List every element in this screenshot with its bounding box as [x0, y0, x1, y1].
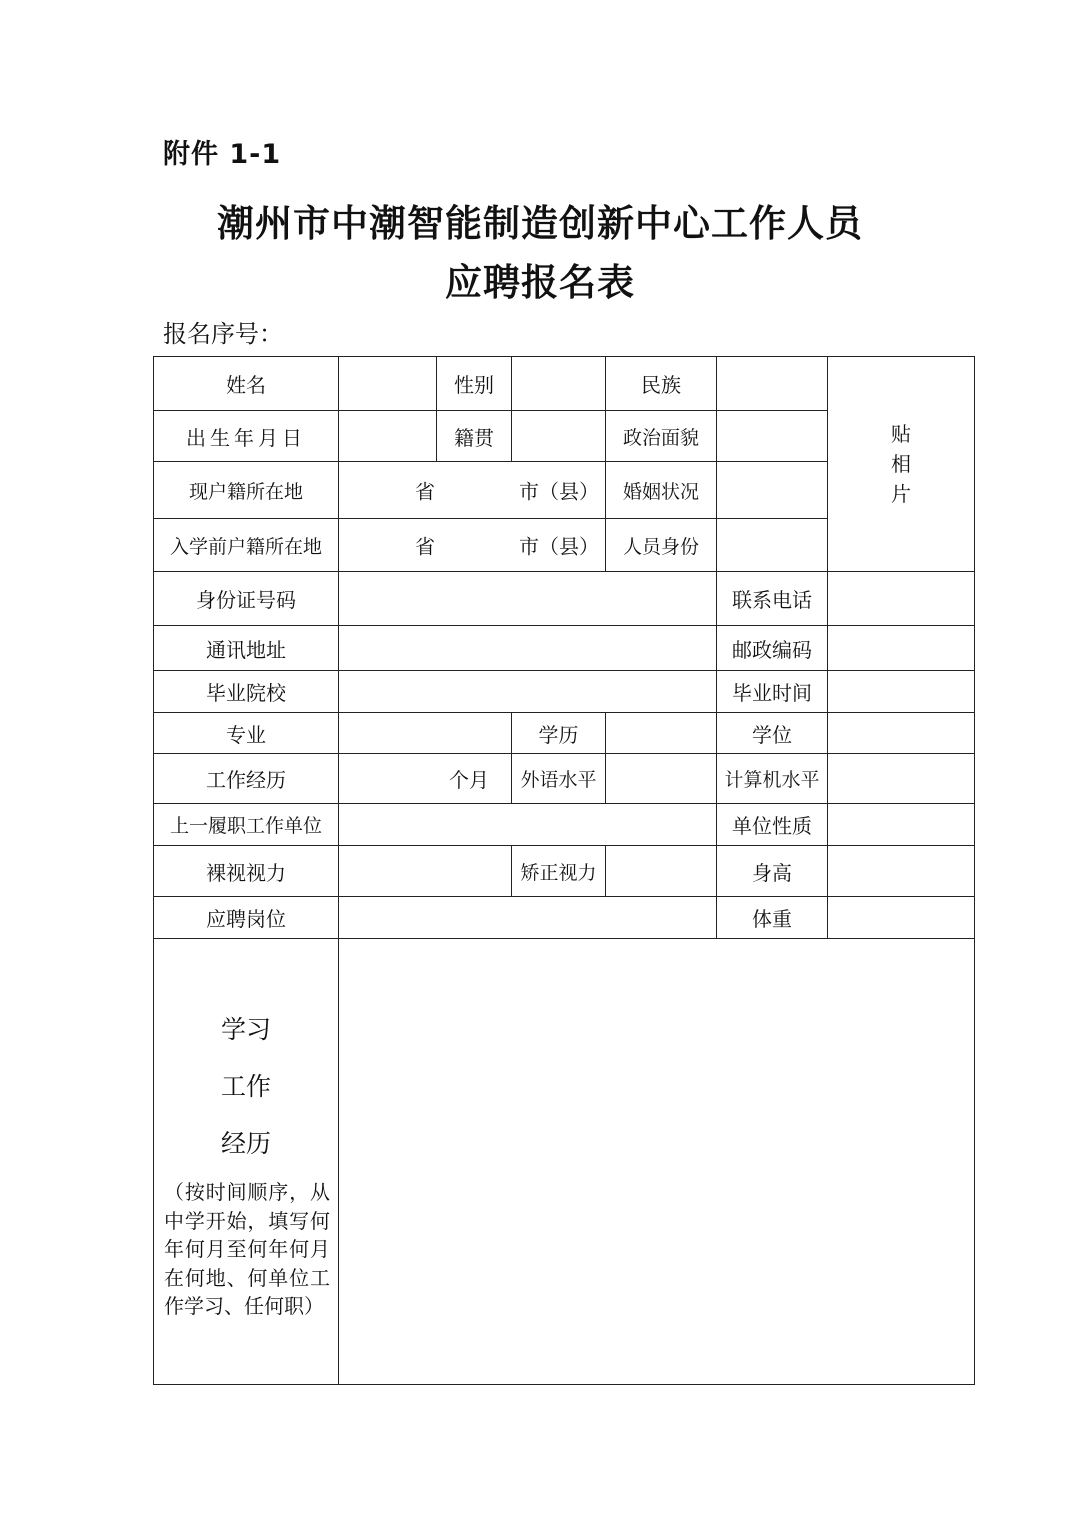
history-field[interactable] [339, 939, 975, 1385]
pre-enrollment-household-label: 入学前户籍所在地 [154, 519, 339, 572]
photo-label: 贴 相 片 [891, 422, 911, 506]
ethnicity-label: 民族 [606, 357, 717, 411]
history-note: （按时间顺序，从中学开始，填写何年何月至何年何月在何地、何单位工作学习、任何职） [164, 1180, 330, 1318]
last-employer-field[interactable] [339, 804, 717, 846]
height-field[interactable] [828, 846, 975, 897]
identity-field[interactable] [717, 519, 828, 572]
degree-field[interactable] [828, 713, 975, 754]
gender-field[interactable] [512, 357, 606, 411]
weight-field[interactable] [828, 897, 975, 939]
city-county-label: 市（县） [519, 479, 599, 504]
major-field[interactable] [339, 713, 512, 754]
address-field[interactable] [339, 626, 717, 671]
history-title-work: 工作 [220, 1072, 271, 1101]
graduation-time-label: 毕业时间 [717, 671, 828, 713]
pre-enrollment-household-field[interactable] [339, 519, 606, 572]
school-label: 毕业院校 [154, 671, 339, 713]
history-title-study: 学习 [220, 1015, 271, 1044]
province-label: 省 [415, 479, 435, 504]
language-level-label: 外语水平 [512, 754, 606, 804]
work-experience-field[interactable] [339, 754, 512, 804]
birth-date-field[interactable] [339, 411, 437, 462]
employer-type-label: 单位性质 [717, 804, 828, 846]
school-field[interactable] [339, 671, 717, 713]
political-status-label: 政治面貌 [606, 411, 717, 462]
serial-number-label: 报名序号： [163, 320, 283, 348]
postal-code-field[interactable] [828, 626, 975, 671]
form-title-line1: 潮州市中潮智能制造创新中心工作人员 [217, 202, 863, 245]
ethnicity-field[interactable] [717, 357, 828, 411]
degree-label: 学位 [717, 713, 828, 754]
naked-vision-label: 裸视视力 [154, 846, 339, 897]
name-field[interactable] [339, 357, 437, 411]
native-place-label: 籍贯 [437, 411, 512, 462]
marital-status-field[interactable] [717, 462, 828, 519]
identity-label: 人员身份 [606, 519, 717, 572]
corrected-vision-field[interactable] [606, 846, 717, 897]
province-label-2: 省 [415, 534, 435, 559]
application-form-table [153, 356, 975, 1385]
corrected-vision-label: 矫正视力 [512, 846, 606, 897]
computer-level-field[interactable] [828, 754, 975, 804]
gender-label: 性别 [437, 357, 512, 411]
language-level-field[interactable] [606, 754, 717, 804]
attachment-label: 附件 1-1 [163, 139, 282, 170]
household-location-field[interactable] [339, 462, 606, 519]
political-status-field[interactable] [717, 411, 828, 462]
native-place-field[interactable] [512, 411, 606, 462]
city-county-label-2: 市（县） [519, 534, 599, 559]
major-label: 专业 [154, 713, 339, 754]
name-label: 姓名 [154, 357, 339, 411]
education-label: 学历 [512, 713, 606, 754]
birth-date-label: 出生年月日 [154, 411, 339, 462]
position-field[interactable] [339, 897, 717, 939]
household-location-label: 现户籍所在地 [154, 462, 339, 519]
last-employer-label: 上一履职工作单位 [154, 804, 339, 846]
phone-field[interactable] [828, 572, 975, 626]
form-title-line2: 应聘报名表 [445, 261, 635, 304]
id-number-field[interactable] [339, 572, 717, 626]
education-field[interactable] [606, 713, 717, 754]
phone-label: 联系电话 [717, 572, 828, 626]
history-label-cell [154, 939, 339, 1385]
weight-label: 体重 [717, 897, 828, 939]
graduation-time-field[interactable] [828, 671, 975, 713]
work-experience-label: 工作经历 [154, 754, 339, 804]
position-label: 应聘岗位 [154, 897, 339, 939]
history-title-experience: 经历 [220, 1129, 271, 1158]
postal-code-label: 邮政编码 [717, 626, 828, 671]
id-number-label: 身份证号码 [154, 572, 339, 626]
employer-type-field[interactable] [828, 804, 975, 846]
address-label: 通讯地址 [154, 626, 339, 671]
marital-status-label: 婚姻状况 [606, 462, 717, 519]
naked-vision-field[interactable] [339, 846, 512, 897]
height-label: 身高 [717, 846, 828, 897]
months-label: 个月 [449, 768, 489, 792]
photo-area[interactable] [828, 357, 975, 572]
computer-level-label: 计算机水平 [717, 754, 828, 804]
